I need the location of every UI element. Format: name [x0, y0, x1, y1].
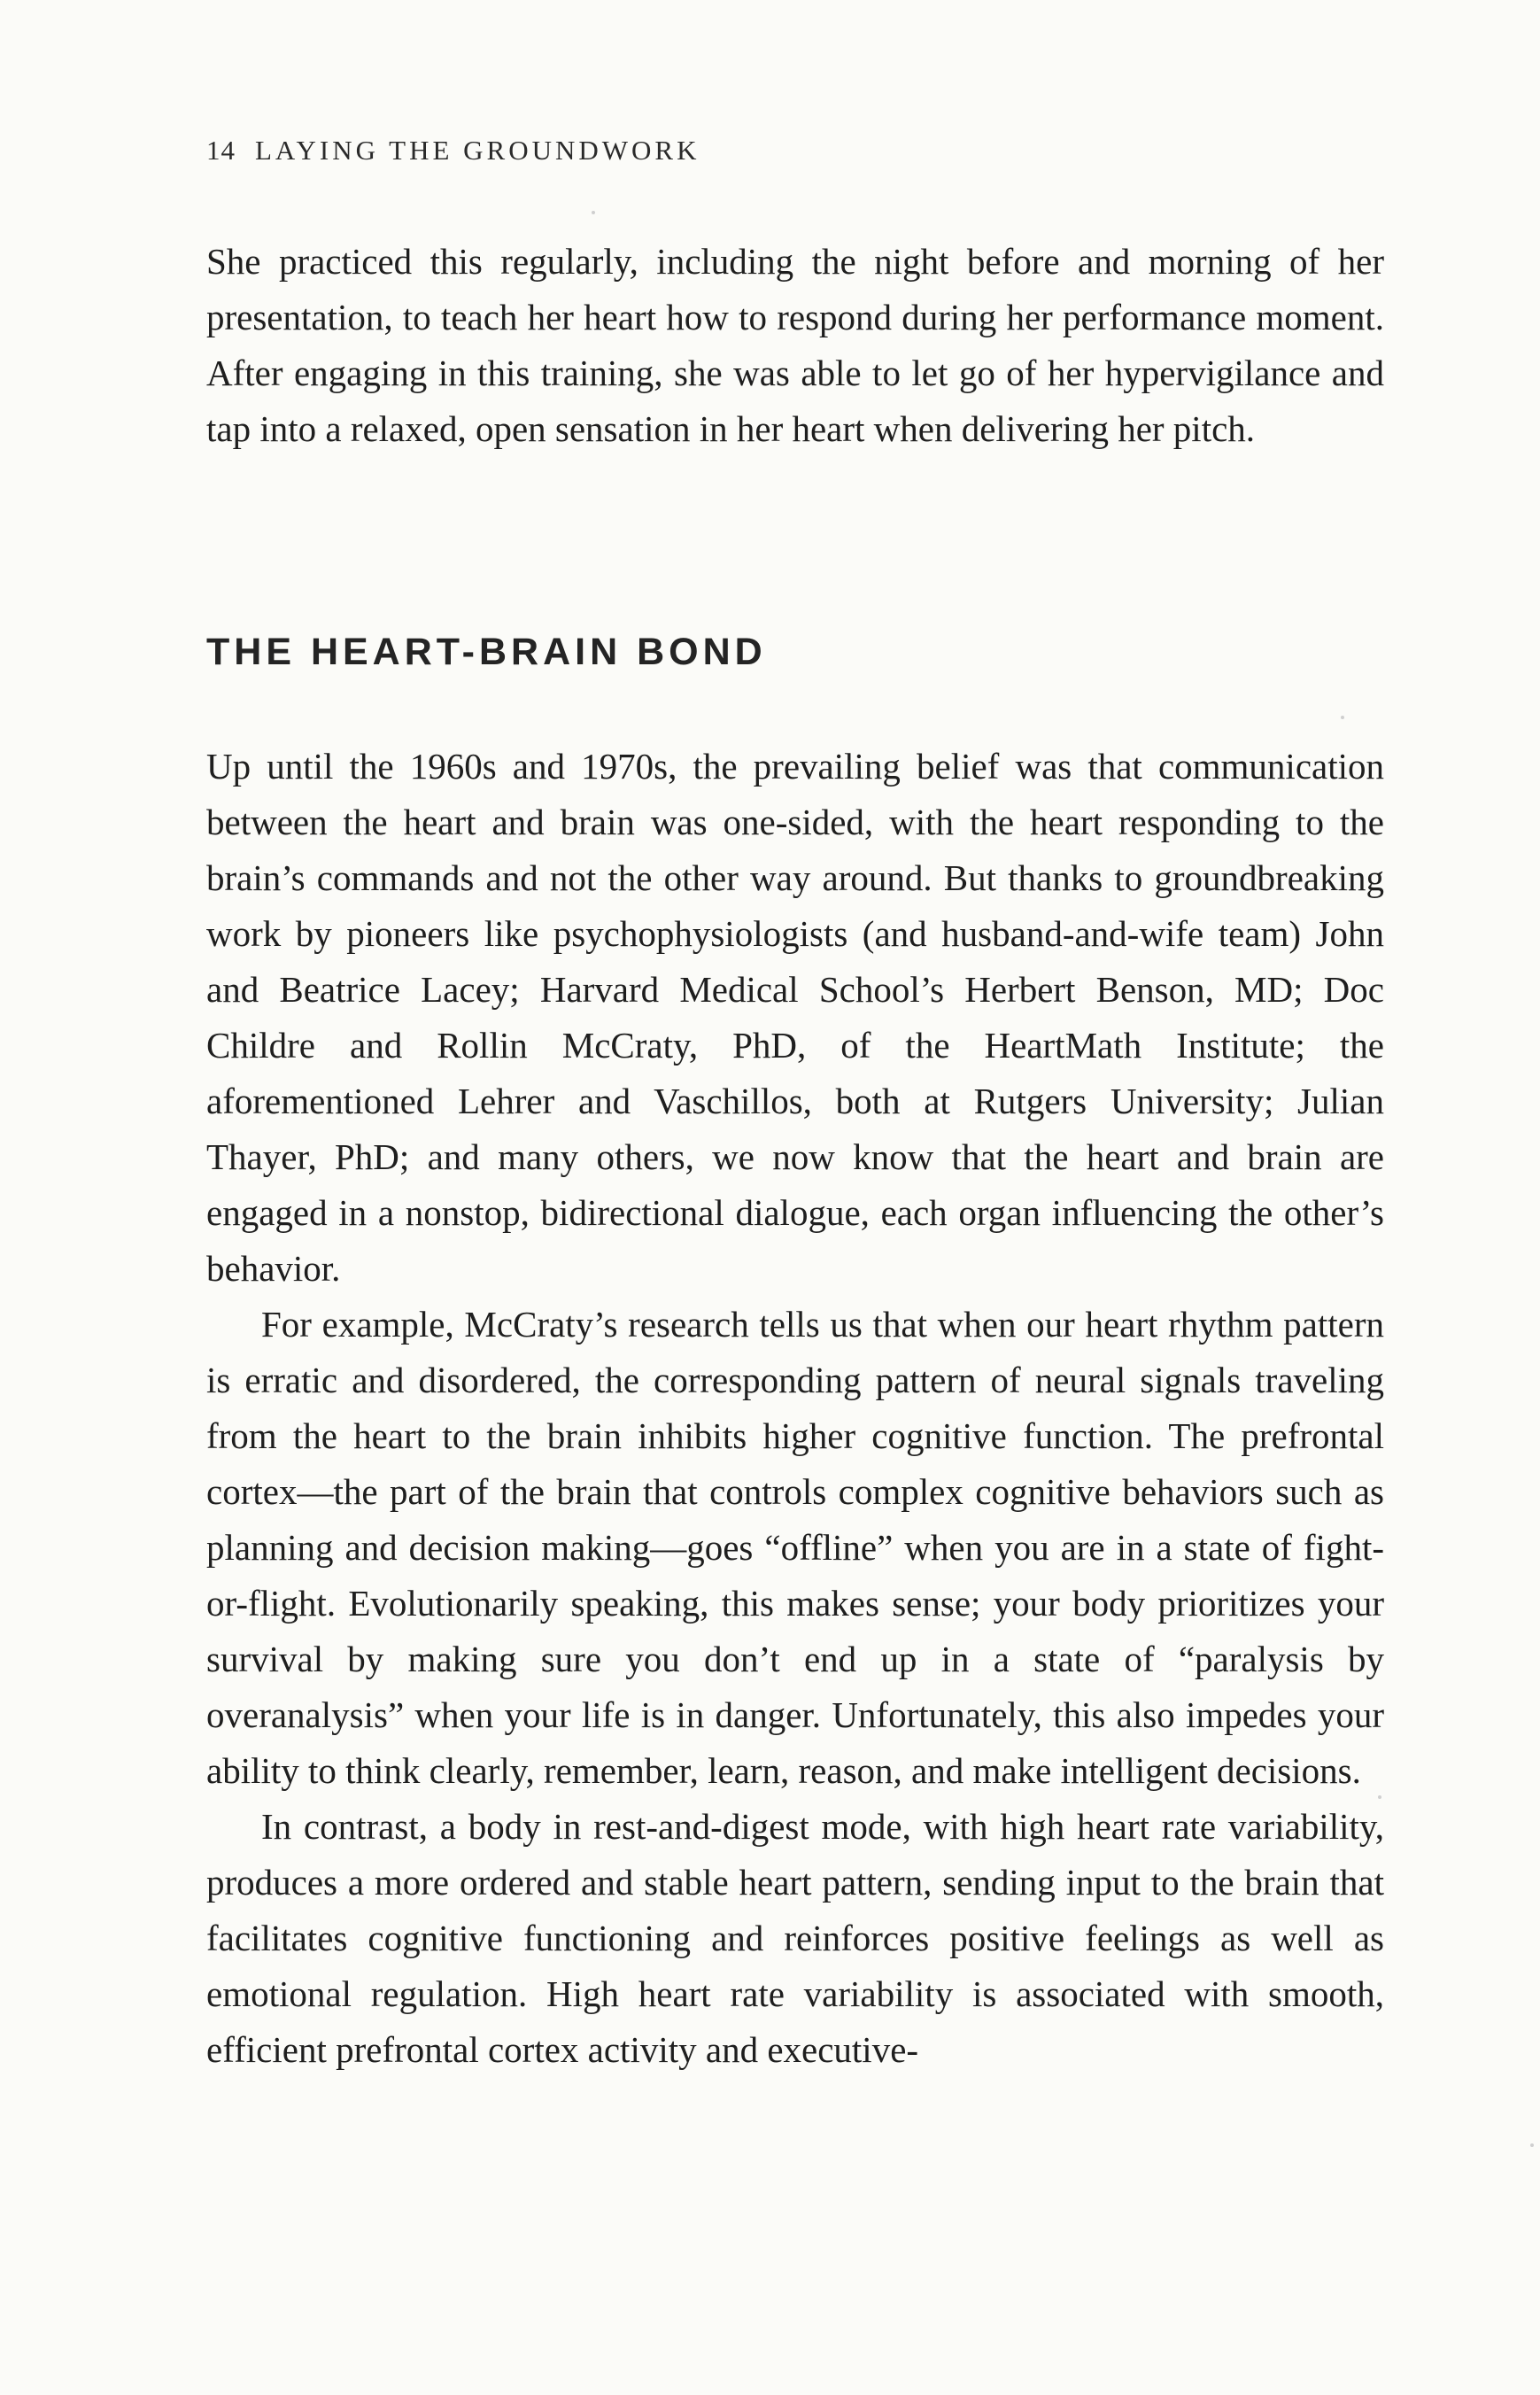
- body-paragraph-2: For example, McCraty’s research tells us that when our heart rhythm pattern is erratic and disordered, the corresponding pattern of neural signals traveling from the heart to the brain inhibits higher cognitive function. The prefrontal cortex—the part of the brain that controls complex cognitive behaviors such as planning and decision making—goes “offline” when you are in a state of fight-or-flight. Evolutionarily speaking, this makes sense; your body prioritizes your survival by making sure you don’t end up in a state of “paralysis by overanalysis” when your life is in danger. Unfortunately, this also impedes your ability to think clearly, remember, learn, reason, and make intelligent decisions.: [206, 1304, 1384, 1791]
- body-paragraph-1: Up until the 1960s and 1970s, the prevailing belief was that communication between the heart and brain was one-sided, with the heart responding to the brain’s commands and not the other way around. But thanks to groundbreaking work by pioneers like psychophysiologists (and husband-and-wife team) John and Beatrice Lacey; Harvard Medical School’s Herbert Benson, MD; Doc Childre and Rollin McCraty, PhD, of the HeartMath Institute; the aforementioned Lehrer and Vaschillos, both at Rutgers University; Julian Thayer, PhD; and many others, we now know that the heart and brain are engaged in a nonstop, bidirectional dialogue, each organ influencing the other’s behavior.: [206, 746, 1384, 1289]
- paper-speck: [1530, 2143, 1534, 2147]
- body-paragraph-3: In contrast, a body in rest-and-digest mode, with high heart rate variability, produces a more ordered and stable heart pattern, sending input to the brain that facilitates cognitive functioning and reinforces positive feelings as well as emotional regulation. High heart rate variability is associated with smooth, efficient prefrontal cortex activity and executive-: [206, 1806, 1384, 2070]
- intro-text-block: [206, 234, 1384, 457]
- paper-speck: [1378, 1795, 1381, 1799]
- running-head: [206, 133, 700, 168]
- intro-paragraph: She practiced this regularly, including the night before and morning of her presentation, to teach her heart how to respond during her performance moment. After engaging in this training, she was able to let go of her hypervigilance and tap into a relaxed, open sensation in her heart when delivering her pitch.: [206, 241, 1384, 449]
- page-number: 14: [206, 135, 236, 166]
- section-heading: THE HEART-BRAIN BOND: [206, 631, 767, 673]
- section-body: [206, 739, 1384, 2078]
- paper-speck: [592, 211, 595, 214]
- paper-speck: [1341, 716, 1344, 719]
- running-head-title: LAYING THE GROUNDWORK: [255, 135, 700, 166]
